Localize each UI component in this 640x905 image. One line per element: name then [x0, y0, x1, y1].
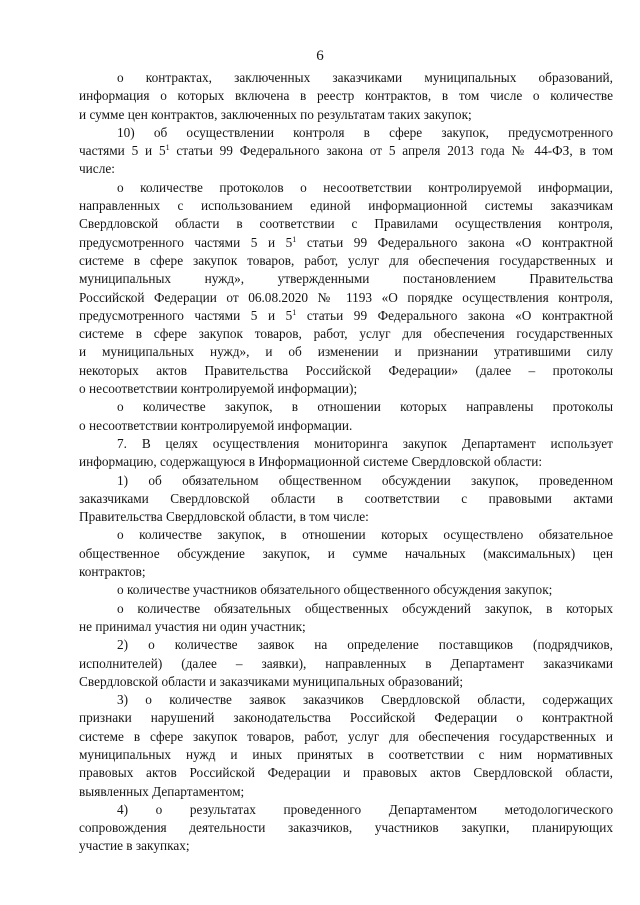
text-line: некоторых актов Правительства Российской Федерации» (далее – протоколы [79, 362, 613, 378]
text-line: заказчиками Свердловской области в соответствии с правовыми актами [79, 490, 613, 506]
text-line: муниципальных нужд и иных принятых в соответствии с ним нормативных [79, 746, 613, 762]
text-line: Свердловской области в соответствии с Правилами осуществления контроля, [79, 216, 613, 232]
text-line: 1) об обязательном общественном обсуждении закупок, проведенном [117, 472, 613, 488]
text-line: системе в сфере закупок товаров, работ, услуг для обеспечения государственных и [79, 728, 613, 744]
text-line: о несоответствии контролируемой информации); [79, 381, 358, 397]
text-line: частями 5 и $5^1$ статьи 99 Федерального закона от 5 апреля 2013 года № 44-ФЗ, в том [79, 143, 613, 159]
page-number: 6 [316, 48, 324, 64]
text-line: системе в сфере закупок товаров, работ, услуг для обеспечения государственных и [79, 252, 613, 268]
paragraph [79, 179, 613, 399]
paragraph [79, 801, 613, 856]
text-line: предусмотренного частями 5 и $5^1$ статьи 99 Федерального закона «О контрактной [79, 234, 613, 250]
text-line: контрактов; [79, 564, 146, 580]
text-line: о количестве закупок, в отношении которых направлены протоколы [117, 399, 613, 415]
paragraph [79, 526, 613, 581]
text-line: участие в закупках; [79, 838, 190, 854]
text-line: муниципальных нужд», утвержденными постановлением Правительства [79, 271, 613, 287]
text-line: о количестве участников обязательного общественного обсуждения закупок; [117, 582, 553, 598]
paragraph [79, 398, 613, 435]
text-line: информацию, содержащуюся в Информационной системе Свердловской области: [79, 454, 543, 470]
paragraph [79, 69, 613, 124]
paragraph [79, 581, 613, 599]
text-line: признаки нарушений законодательства Российской Федерации о контрактной [79, 710, 613, 726]
paragraph [79, 472, 613, 527]
text-line: Российской Федерации от 06.08.2020 № 1193 «О порядке осуществления контроля, [79, 289, 613, 305]
text-line: 10) об осуществлении контроля в сфере закупок, предусмотренного [117, 124, 613, 140]
text-line: сопровождения деятельности заказчиков, участников закупки, планирующих [79, 820, 613, 836]
text-line: направленных с использованием единой информационной системы заказчикам [79, 198, 613, 214]
text-line: правовых актов Российской Федерации и правовых актов Свердловской области, [79, 765, 613, 781]
text-line: 2) о количестве заявок на определение поставщиков (подрядчиков, [117, 637, 613, 653]
text-line: о количестве протоколов о несоответствии контролируемой информации, [117, 179, 613, 195]
paragraph [79, 636, 613, 691]
text-line: Свердловской области и заказчиками муниципальных образований; [79, 673, 464, 689]
paragraph [79, 435, 613, 472]
paragraph [79, 124, 613, 179]
text-line: системе в сфере закупок товаров, работ, услуг для обеспечения государственных [79, 326, 613, 342]
text-line: о количестве обязательных общественных обсуждений закупок, в которых [117, 600, 613, 616]
text-line: и сумме цен контрактов, заключенных по результатам таких закупок; [79, 106, 472, 122]
text-line: 4) о результатах проведенного Департаментом методологического [117, 801, 613, 817]
text-line: общественное обсуждение закупок, и сумме начальных (максимальных) цен [79, 545, 613, 561]
text-line: о контрактах, заключенных заказчиками муниципальных образований, [117, 70, 613, 85]
paragraph [79, 691, 613, 801]
text-line: исполнителей) (далее – заявки), направленных в Департамент заказчиками [79, 655, 613, 671]
text-line: числе: [79, 161, 115, 177]
text-line: о количестве закупок, в отношении которых осуществлено обязательное [117, 527, 613, 543]
document-body [79, 69, 613, 856]
text-line: не принимал участия ни один участник; [79, 618, 306, 634]
text-line: выявленных Департаментом; [79, 783, 245, 799]
text-line: 3) о количестве заявок заказчиков Свердловской области, содержащих [117, 692, 613, 708]
text-line: Правительства Свердловской области, в том числе: [79, 509, 369, 525]
text-line: предусмотренного частями 5 и $5^1$ статьи 99 Федерального закона «О контрактной [79, 307, 613, 323]
text-line: и муниципальных нужд», и об изменении и признании утратившими силу [79, 344, 613, 360]
text-line: 7. В целях осуществления мониторинга закупок Департамент использует [117, 435, 613, 451]
text-line: о несоответствии контролируемой информации. [79, 417, 353, 433]
paragraph [79, 600, 613, 637]
text-line: информация о которых включена в реестр контрактов, в том числе о количестве [79, 88, 613, 104]
